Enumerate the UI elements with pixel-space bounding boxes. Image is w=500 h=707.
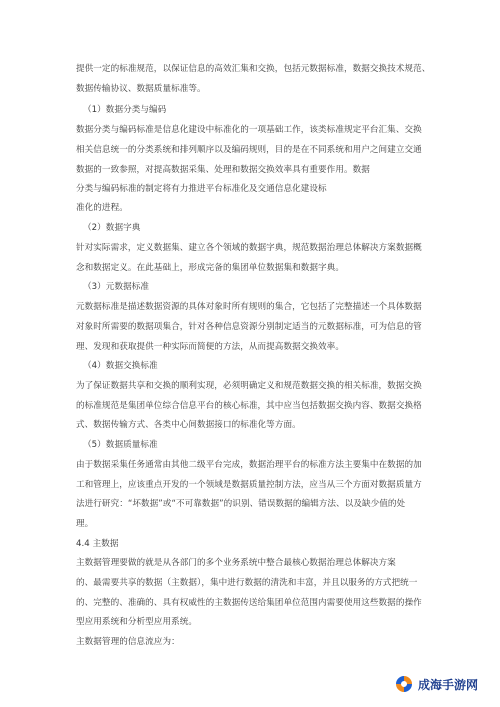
paragraph-line: 念和数据定义。在此基础上，形成完备的集团单位数据集和数据字典。 bbox=[76, 263, 344, 273]
paragraph-line: 的标准规范是集团单位综合信息平台的核心标准，其中应当包括数据交换内容、数据交换格 bbox=[76, 401, 422, 411]
paragraph-line: 理。 bbox=[76, 519, 94, 529]
paragraph-line: 的、最需要共享的数据（主数据），集中进行数据的清洗和丰富，并且以服务的方式把统一 bbox=[76, 578, 418, 588]
swirl-logo-icon bbox=[394, 674, 414, 694]
paragraph-line: 理、发现和获取提供一种实际而简便的方法，从而提高数据交换效率。 bbox=[76, 342, 344, 352]
paragraph-line: 主数据管理要做的就是从各部门的多个业务系统中整合最核心数据治理总体解决方案 bbox=[76, 558, 396, 568]
paragraph-line: 相关信息统一的分类系统和排列顺序以及编码规则，目的是在不同系统和用户之间建立交通 bbox=[76, 145, 422, 155]
paragraph-line: 对象时所需要的数据项集合，针对各种信息资源分别制定适当的元数据标准，可为信息的管 bbox=[76, 322, 422, 332]
section-heading: （4）数据交换标准 bbox=[83, 361, 158, 371]
paragraph-line: 的、完整的、准确的、具有权威性的主数据传送给集团单位范围内需要使用这些数据的操作 bbox=[76, 598, 422, 608]
section-heading: （1）数据分类与编码 bbox=[83, 105, 167, 115]
paragraph-line: 元数据标准是描述数据资源的具体对象时所有规则的集合，它包括了完整描述一个具体数据 bbox=[76, 302, 422, 312]
paragraph-line: 分类与编码标准的制定将有力推进平台标准化及交通信息化建设标 bbox=[76, 184, 327, 194]
paragraph-line: 式、数据传输方式、各类中心间数据接口的标准化等方面。 bbox=[76, 420, 301, 430]
watermark-text: 成海手游网 bbox=[418, 677, 479, 692]
paragraph-line: 由于数据采集任务通常由其他二级平台完成，数据治理平台的标准方法主要集中在数据的加 bbox=[76, 460, 422, 470]
paragraph-line: 数据的一致参照，对提高数据采集、处理和数据交换效率具有重要作用。数据 bbox=[76, 165, 370, 175]
paragraph-line: 数据传输协议、数据质量标准等。 bbox=[76, 84, 206, 94]
section-heading: （5）数据质量标准 bbox=[83, 440, 158, 450]
section-heading: 4.4 主数据 bbox=[76, 539, 119, 549]
paragraph-line: 针对实际需求，定义数据集、建立各个领域的数据字典，规范数据治理总体解决方案数据概 bbox=[76, 243, 422, 253]
watermark bbox=[394, 671, 490, 697]
paragraph-line: 数据分类与编码标准是信息化建设中标准化的一项基础工作，该类标准规定平台汇集、交换 bbox=[76, 125, 422, 135]
paragraph-line: 工和管理上，应该重点开发的一个领域是数据质量控制方法，应当从三个方面对数据质量方 bbox=[76, 480, 422, 490]
paragraph-line: 型应用系统和分析型应用系统。 bbox=[76, 617, 198, 627]
section-heading: （3）元数据标准 bbox=[83, 282, 150, 292]
paragraph-line: 提供一定的标准规范，以保证信息的高效汇集和交换，包括元数据标准，数据交换技术规范、 bbox=[76, 64, 431, 74]
paragraph-line: 主数据管理的信息流应为： bbox=[76, 637, 180, 647]
section-heading: （2）数据字典 bbox=[83, 223, 141, 233]
paragraph-line: 法进行研究：“坏数据”或“不可靠数据”的识别、错误数据的编辑方法、以及缺少值的处 bbox=[76, 499, 406, 509]
paragraph-line: 为了保证数据共享和交换的顺利实现，必须明确定义和规范数据交换的相关标准，数据交换 bbox=[76, 381, 422, 391]
paragraph-line: 准化的进程。 bbox=[76, 203, 128, 213]
